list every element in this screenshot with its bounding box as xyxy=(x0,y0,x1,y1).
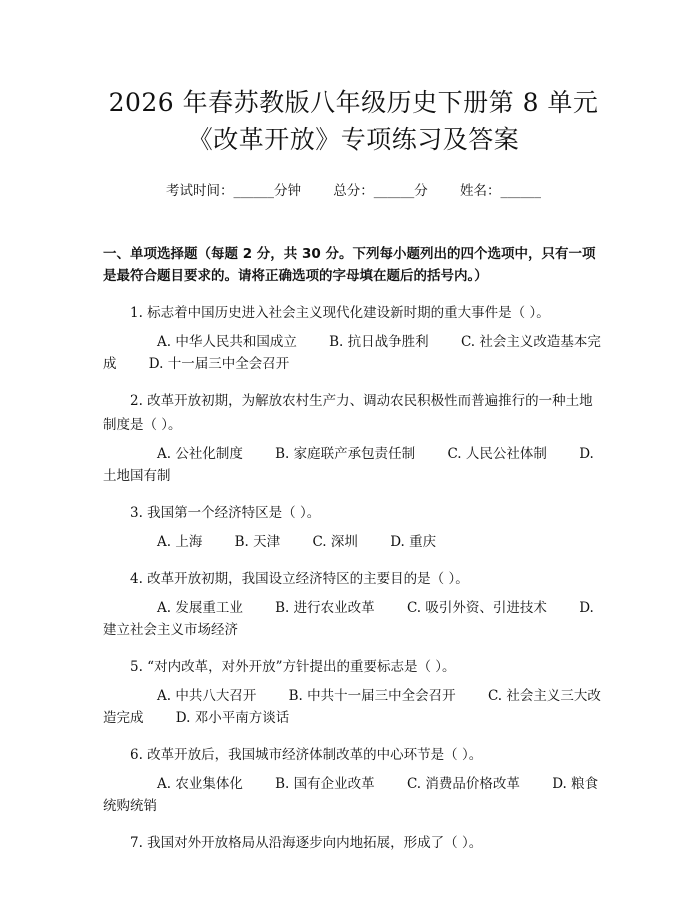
section-heading: 一、单项选择题（每题 2 分，共 30 分。下列每小题列出的四个选项中，只有一项是最符合题目要求的。请将正确选项的字母填在题后的括号内。） xyxy=(103,246,596,284)
question-options xyxy=(103,773,604,817)
question-list xyxy=(103,301,604,855)
option-d: D. 粮食统购统销 xyxy=(103,776,599,814)
title-line-1: 2026 年春苏教版八年级历史下册第 8 单元 xyxy=(108,88,599,117)
option-b: B. 国有企业改革 xyxy=(275,776,375,792)
question-options xyxy=(103,331,604,375)
option-d: D. 邓小平南方谈话 xyxy=(175,710,290,726)
option-c: C. 社会主义改造基本完成 xyxy=(103,334,601,372)
option-a: A. 中华人民共和国成立 xyxy=(157,334,297,350)
title-line-2: 《改革开放》专项练习及答案 xyxy=(187,125,520,154)
question-stem: 3. 我国第一个经济特区是（ ）。 xyxy=(130,505,321,521)
question-7 xyxy=(103,831,604,855)
option-a: A. 公社化制度 xyxy=(157,446,243,462)
question-1 xyxy=(103,301,604,375)
exam-time-field: 考试时间：______分钟 xyxy=(165,183,301,199)
question-4 xyxy=(103,567,604,641)
option-c: C. 消费品价格改革 xyxy=(406,776,520,792)
question-stem: 7. 我国对外开放格局从沿海逐步向内地拓展，形成了（ ）。 xyxy=(130,835,483,851)
option-d: D. 十一届三中全会召开 xyxy=(148,356,290,372)
question-options xyxy=(103,685,604,729)
option-c: C. 人民公社体制 xyxy=(447,446,547,462)
option-a: A. 农业集体化 xyxy=(157,776,243,792)
question-6 xyxy=(103,743,604,817)
option-a: A. 中共八大召开 xyxy=(157,688,257,704)
option-c: C. 深圳 xyxy=(312,534,358,550)
question-stem: 1. 标志着中国历史进入社会主义现代化建设新时期的重大事件是（ ）。 xyxy=(130,305,550,321)
option-d: D. 建立社会主义市场经济 xyxy=(103,600,594,638)
question-5 xyxy=(103,655,604,729)
question-stem: 4. 改革开放初期，我国设立经济特区的主要目的是（ ）。 xyxy=(130,571,469,587)
question-2 xyxy=(103,389,604,487)
option-c: C. 吸引外资、引进技术 xyxy=(406,600,547,616)
question-options xyxy=(103,531,604,553)
option-a: A. 上海 xyxy=(157,534,203,550)
option-b: B. 天津 xyxy=(234,534,281,550)
option-c: C. 社会主义三大改造完成 xyxy=(103,688,601,726)
option-d: D. 土地国有制 xyxy=(103,446,594,484)
question-stem: 2. 改革开放初期，为解放农村生产力、调动农民积极性而普遍推行的一种土地制度是（ ）。 xyxy=(103,393,593,433)
option-b: B. 家庭联产承包责任制 xyxy=(275,446,416,462)
option-d: D. 重庆 xyxy=(390,534,437,550)
student-name-field: 姓名：______ xyxy=(460,183,542,199)
option-b: B. 进行农业改革 xyxy=(275,600,375,616)
question-stem: 5. “对内改革，对外开放”方针提出的重要标志是（ ）。 xyxy=(130,659,456,675)
option-b: B. 中共十一届三中全会召开 xyxy=(288,688,456,704)
question-options xyxy=(103,597,604,641)
option-a: A. 发展重工业 xyxy=(157,600,243,616)
question-options xyxy=(103,443,604,487)
exam-info xyxy=(103,181,604,201)
question-3 xyxy=(103,501,604,553)
option-b: B. 抗日战争胜利 xyxy=(329,334,429,350)
question-stem: 6. 改革开放后，我国城市经济体制改革的中心环节是（ ）。 xyxy=(130,747,483,763)
total-score-field: 总分：______分 xyxy=(333,183,428,199)
document-title xyxy=(103,0,604,158)
